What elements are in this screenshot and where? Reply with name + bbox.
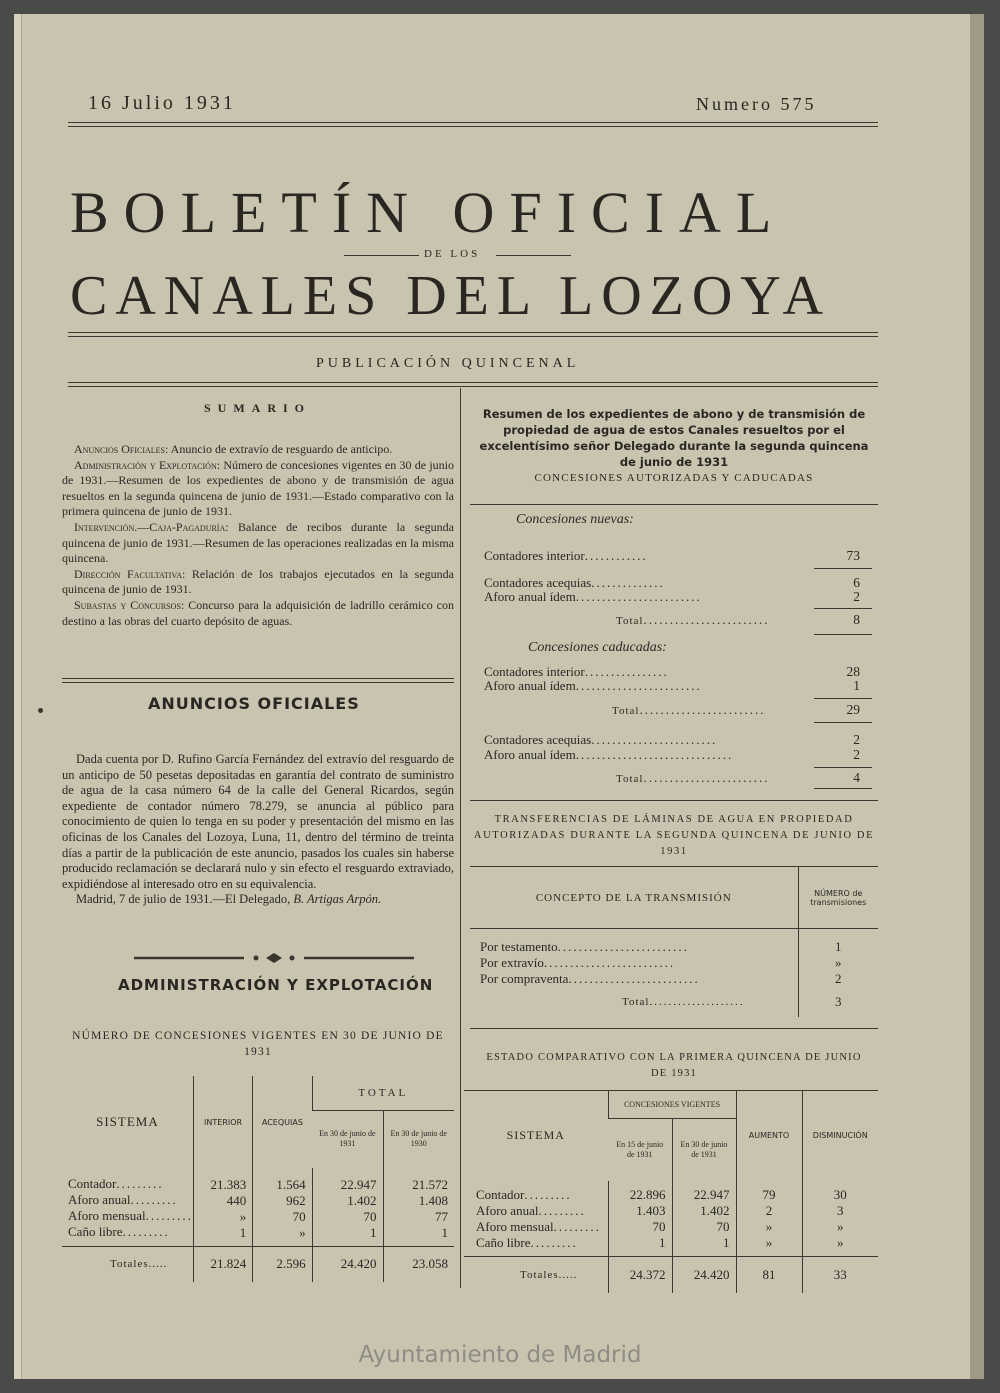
- dot-leader: ........................: [575, 589, 702, 604]
- cell-value: 22.896: [608, 1181, 672, 1203]
- cell-value: 1: [312, 1224, 383, 1240]
- cell-value: 2.596: [253, 1246, 312, 1282]
- col-concepto: CONCEPTO DE LA TRANSMISIÓN: [470, 867, 798, 929]
- table-row: [62, 1192, 454, 1208]
- page-spine: [14, 14, 22, 1379]
- cell-value: »: [802, 1235, 878, 1251]
- subtitle-rule-2: [68, 386, 878, 387]
- totals-label-text: Total: [622, 995, 650, 1008]
- dot-leader: ....................: [649, 995, 745, 1008]
- anuncio-body: [62, 752, 454, 908]
- resumen-value: 29: [846, 702, 860, 717]
- row-label-text: Contadores interior: [484, 548, 585, 563]
- sumario-item: [62, 598, 454, 629]
- row-label: [62, 1168, 193, 1192]
- transferencias-end-rule: [470, 1028, 878, 1029]
- col-total-1931: En 30 de junio de 1931: [319, 1129, 376, 1149]
- cell-value: 22.947: [672, 1181, 736, 1203]
- table-header-row: [464, 1091, 878, 1119]
- masthead-rule: [68, 332, 878, 333]
- cell-value: 440: [193, 1192, 252, 1208]
- table-row: [464, 1203, 878, 1219]
- caducadas-label: Concesiones caducadas:: [528, 640, 667, 655]
- sumario-item-head: Administración y Explotación:: [74, 457, 221, 472]
- table-row: [470, 955, 878, 971]
- table-body: [464, 1181, 878, 1257]
- table-header-row: [62, 1076, 454, 1110]
- signoff-text: Madrid, 7 de julio de 1931.—El Delegado,: [76, 892, 294, 907]
- table-totals-row: [464, 1257, 878, 1293]
- resumen-row-label: [484, 548, 648, 564]
- sumario-rule: [62, 678, 454, 679]
- dot-leader: ................: [584, 664, 669, 679]
- table-body: [470, 929, 878, 987]
- resumen-heading: Resumen de los expedientes de abono y de transmisión de propiedad de agua de estos Canales resueltos por el excelentísimo señor Delegado durante la segunda quincena de junio de 1931: [479, 407, 869, 469]
- dot-leader: .........: [145, 1208, 193, 1223]
- archive-watermark: Ayuntamiento de Madrid: [358, 1342, 642, 1368]
- row-label-text: Caño libre: [476, 1234, 531, 1250]
- dot-leader: .........: [538, 1202, 586, 1218]
- col-30-junio: En 30 de junio de 1931: [672, 1119, 736, 1181]
- resumen-value: 2: [853, 589, 860, 604]
- row-label-text: Total: [616, 615, 644, 627]
- cell-value: 962: [253, 1192, 312, 1208]
- row-label-text: Por testamento: [480, 938, 558, 954]
- table-row: [464, 1181, 878, 1203]
- sum-rule: [814, 788, 872, 789]
- cell-value: 24.420: [672, 1257, 736, 1293]
- resumen-row-label: [484, 747, 733, 763]
- row-label-text: Total: [616, 773, 644, 785]
- row-label-text: Contadores acequias: [484, 575, 592, 590]
- row-label: [62, 1192, 193, 1208]
- col-interior: INTERIOR: [193, 1076, 252, 1168]
- sum-rule: [814, 568, 872, 569]
- dot-leader: .........................: [557, 938, 689, 954]
- newspaper-page: [14, 14, 984, 1379]
- sumario-item-head: Subastas y Concursos:: [74, 597, 185, 612]
- resumen-value: 2: [853, 732, 860, 747]
- cell-value: 24.372: [608, 1257, 672, 1293]
- resumen-value: 6: [853, 575, 860, 590]
- dot-leader: .........................: [568, 970, 700, 986]
- page-mark: [38, 708, 43, 713]
- cell-value: 1: [798, 929, 878, 955]
- cell-value: »: [253, 1224, 312, 1240]
- row-label: [470, 971, 798, 987]
- publication-frequency: PUBLICACIÓN QUINCENAL: [316, 356, 580, 371]
- cell-value: »: [736, 1235, 802, 1251]
- cell-value: 1.402: [312, 1192, 383, 1208]
- sumario-item-text: Anuncio de extravío de resguardo de anticipo.: [168, 442, 393, 456]
- masthead-de-los: DE LOS: [424, 248, 481, 260]
- masthead-rule-2: [68, 336, 878, 337]
- cell-value: 70: [312, 1208, 383, 1224]
- resumen-value: 28: [846, 664, 860, 679]
- cell-value: 1: [383, 1224, 454, 1240]
- page-edge: [970, 14, 984, 1379]
- sumario-item-head: Dirección Facultativa:: [74, 566, 186, 581]
- row-label: [470, 955, 798, 971]
- sumario-item-head: Intervención.—Caja-Pagaduría:: [74, 519, 229, 534]
- cell-value: 1.408: [383, 1192, 454, 1208]
- sumario-list: [62, 442, 454, 629]
- row-label: [62, 1208, 193, 1224]
- resumen-total-label: [616, 770, 769, 786]
- column-divider: [460, 388, 461, 1288]
- table-row: [62, 1224, 454, 1240]
- cell-value: 2: [736, 1203, 802, 1219]
- dot-leader: .........: [553, 1218, 601, 1234]
- dot-leader: .........: [524, 1186, 572, 1202]
- header-rule: [68, 122, 878, 123]
- cell-value: 70: [608, 1219, 672, 1235]
- row-label-text: Aforo anual ídem: [484, 589, 576, 604]
- ornament-divider: [134, 952, 414, 964]
- sumario-title: SUMARIO: [204, 401, 312, 415]
- cell-value: 24.420: [312, 1246, 383, 1282]
- resumen-value: 8: [853, 612, 860, 627]
- sumario-item: [62, 567, 454, 598]
- table-body: [62, 1168, 454, 1246]
- cell-value: 1: [608, 1235, 672, 1251]
- dot-leader: .........: [122, 1224, 170, 1239]
- row-label-text: Contador: [476, 1186, 525, 1202]
- dot-leader: .........: [116, 1176, 164, 1191]
- cell-value: 70: [253, 1208, 312, 1224]
- sum-rule: [814, 767, 872, 768]
- table-totals-row: [470, 987, 878, 1017]
- resumen-value: 1: [853, 678, 860, 693]
- col-total: TOTAL: [312, 1076, 454, 1110]
- row-label: [464, 1219, 608, 1235]
- header-rule-2: [68, 126, 878, 127]
- comparativo-table: [464, 1090, 878, 1293]
- masthead-title-line1: BOLETÍN OFICIAL: [70, 180, 787, 245]
- sumario-item-head: Anuncios Oficiales:: [74, 442, 169, 456]
- dot-leader: .........: [530, 1234, 578, 1250]
- cell-value: 77: [383, 1208, 454, 1224]
- table-row: [464, 1219, 878, 1235]
- row-label: [464, 1181, 608, 1203]
- sumario-item: [62, 442, 454, 458]
- resumen-subheading: CONCESIONES AUTORIZADAS Y CADUCADAS: [534, 472, 814, 484]
- col-total-1930: En 30 de junio de 1930: [383, 1110, 454, 1168]
- issue-date: 16 Julio 1931: [88, 92, 236, 114]
- col-sistema: SISTEMA: [506, 1128, 565, 1143]
- cell-value: »: [802, 1219, 878, 1235]
- dot-leader: ........................: [643, 612, 770, 627]
- totals-label-text: Totales: [520, 1268, 559, 1281]
- sumario-item-text: Balance de recibos durante la segunda quincena de junio de 1931.—Resumen de las operaciones realizadas en la misma quincena.: [62, 519, 454, 566]
- resumen-end-rule: [470, 800, 878, 801]
- row-label: [464, 1235, 608, 1251]
- row-label-text: Aforo mensual: [476, 1218, 554, 1234]
- dot-leader: .........................: [543, 954, 676, 970]
- cell-value: 21.383: [193, 1168, 252, 1192]
- resumen-row-label: [484, 589, 702, 605]
- resumen-total-label: [616, 612, 769, 628]
- nuevas-label: Concesiones nuevas:: [516, 512, 634, 527]
- comparativo-caption: ESTADO COMPARATIVO CON LA PRIMERA QUINCENA DE JUNIO DE 1931: [486, 1052, 862, 1079]
- cell-value: 21.572: [383, 1168, 454, 1192]
- row-label-text: Por compraventa: [480, 970, 569, 986]
- cell-value: 23.058: [383, 1246, 454, 1282]
- cell-value: 2: [798, 971, 878, 987]
- resumen-total-label: [612, 702, 765, 718]
- cell-value: »: [736, 1219, 802, 1235]
- sumario-item-text: Concurso para la adquisición de ladrillo cerámico con destino a las obras del cuarto depósito de aguas.: [62, 597, 454, 628]
- row-label: [62, 1224, 193, 1240]
- dot-leader: ............: [584, 548, 648, 563]
- table-header-row: [470, 867, 878, 929]
- cell-value: 1.402: [672, 1203, 736, 1219]
- row-label-text: Caño libre: [68, 1224, 123, 1239]
- cell-value: 30: [802, 1181, 878, 1203]
- col-acequias: ACEQUIAS: [253, 1076, 312, 1168]
- cell-value: 1: [193, 1224, 252, 1240]
- table-totals-row: [62, 1246, 454, 1282]
- col-aumento: AUMENTO: [736, 1091, 802, 1181]
- admin-heading: ADMINISTRACIÓN Y EXPLOTACIÓN: [118, 976, 434, 994]
- totals-label-text: Totales: [110, 1258, 149, 1271]
- concesiones-table: [62, 1076, 454, 1282]
- cell-value: 79: [736, 1181, 802, 1203]
- anuncio-signoff: [62, 892, 454, 908]
- anuncios-heading: ANUNCIOS OFICIALES: [148, 694, 360, 713]
- sum-rule: [814, 722, 872, 723]
- row-label: [470, 929, 798, 955]
- cell-value: 3: [798, 987, 878, 1017]
- totals-label: [470, 987, 798, 1017]
- totals-label: Totales.....: [464, 1257, 608, 1293]
- resumen-value: 2: [853, 747, 860, 762]
- col-disminucion: DISMINUCIÓN: [802, 1091, 878, 1181]
- masthead-title-line2: CANALES DEL LOZOYA: [70, 265, 831, 327]
- totals-label: Totales.....: [62, 1246, 193, 1282]
- col-15-junio: En 15 de junio de 1931: [616, 1139, 664, 1159]
- dot-leader: ..............................: [575, 747, 734, 762]
- cell-value: 70: [672, 1219, 736, 1235]
- row-label-text: Total: [612, 705, 640, 717]
- sumario-rule-2: [62, 682, 454, 683]
- row-label-text: Aforo mensual: [68, 1208, 146, 1223]
- cell-value: 81: [736, 1257, 802, 1293]
- col-vigentes: CONCESIONES VIGENTES: [608, 1091, 736, 1119]
- resumen-row-label: [484, 678, 702, 694]
- cell-value: 3: [802, 1203, 878, 1219]
- signoff-name: B. Artigas Arpón.: [293, 892, 382, 907]
- resumen-value: 73: [846, 548, 860, 563]
- row-label-text: Contadores acequias: [484, 732, 592, 747]
- transferencias-table: [470, 866, 878, 1017]
- cell-value: 21.824: [193, 1246, 252, 1282]
- table-row: [464, 1235, 878, 1251]
- table-row: [470, 929, 878, 955]
- cell-value: »: [193, 1208, 252, 1224]
- row-label-text: Aforo anual ídem: [484, 678, 576, 693]
- resumen-value: 4: [853, 770, 860, 785]
- sum-rule: [814, 698, 872, 699]
- sum-rule: [814, 608, 872, 609]
- row-label-text: Por extravío: [480, 954, 544, 970]
- transferencias-caption: TRANSFERENCIAS DE LÁMINAS DE AGUA EN PROPIEDAD AUTORIZADAS DURANTE LA SEGUNDA QUINCENA DE JUNIO DE 1931: [473, 814, 875, 857]
- dot-leader: ........................: [639, 702, 766, 717]
- dot-leader: ........................: [575, 678, 702, 693]
- dot-leader: ........................: [591, 732, 718, 747]
- dot-leader: ........................: [643, 770, 770, 785]
- sumario-item-text: Relación de los trabajos ejecutados en la segunda quincena de junio de 1931.: [62, 566, 454, 597]
- de-los-rule-left: [344, 255, 419, 256]
- col-sistema: SISTEMA: [96, 1114, 159, 1129]
- cell-value: 33: [802, 1257, 878, 1293]
- col-numero: NÚMERO de transmisiones: [798, 867, 878, 929]
- row-label: [464, 1203, 608, 1219]
- table-row: [62, 1208, 454, 1224]
- issue-number: Numero 575: [696, 94, 817, 114]
- subtitle-rule: [68, 382, 878, 383]
- admin-table-caption: NÚMERO DE CONCESIONES VIGENTES EN 30 DE JUNIO DE 1931: [72, 1030, 444, 1058]
- row-label-text: Contadores interior: [484, 664, 585, 679]
- sum-rule: [814, 634, 872, 635]
- row-label-text: Contador: [68, 1176, 117, 1191]
- table-row: [62, 1168, 454, 1192]
- cell-value: 22.947: [312, 1168, 383, 1192]
- cell-value: 1.403: [608, 1203, 672, 1219]
- cell-value: 1: [672, 1235, 736, 1251]
- cell-value: 1.564: [253, 1168, 312, 1192]
- resumen-row-label: [484, 732, 717, 748]
- dot-leader: .........: [130, 1192, 178, 1207]
- sumario-item: [62, 458, 454, 520]
- sumario-item-text: Número de concesiones vigentes en 30 de junio de 1931.—Resumen de los expedientes de abono y de transmisión de agua resueltos en la segunda quincena de junio de 1931.—Estado comparativo con la primera quincena de junio de 1931.: [62, 457, 455, 519]
- anuncio-paragraph: Dada cuenta por D. Rufino García Fernández del extravío del resguardo de un anticipo de 50 pesetas depositadas en garantía del contrato de suministro de agua de la casa número 64 de la calle del General Ricardos, según expediente de contador número 78.279, se anuncia al público para conocimiento de quien lo tenga en su poder y presentación del mismo en las oficinas de los Canales del Lozoya, Luna, 11, dentro del término de treinta días a partir de la publicación de este anuncio, pasados los cuales sin haberse producido reclamación se declarará nulo y sin efecto el resguardo extraviado, expidiéndose al interesado otro en su equivalencia.: [62, 752, 454, 891]
- table-row: [470, 971, 878, 987]
- cell-value: »: [798, 955, 878, 971]
- dot-leader: ..............: [591, 575, 665, 590]
- row-label-text: Aforo anual: [476, 1202, 539, 1218]
- sumario-item: [62, 520, 454, 567]
- row-label-text: Aforo anual: [68, 1192, 131, 1207]
- de-los-rule-right: [496, 255, 571, 256]
- resumen-rule: [470, 504, 878, 505]
- row-label-text: Aforo anual ídem: [484, 747, 576, 762]
